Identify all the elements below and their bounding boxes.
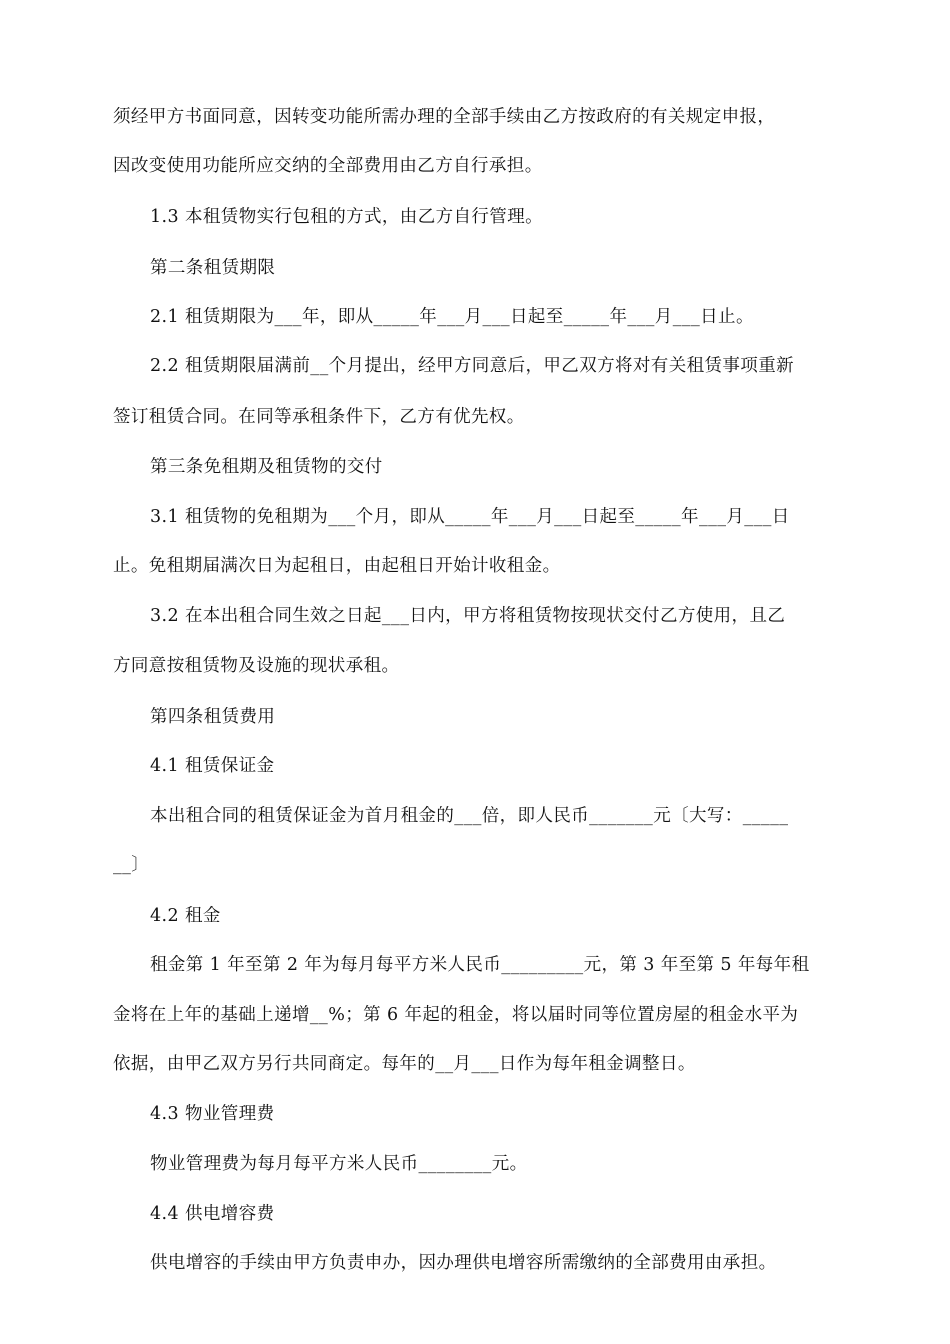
paragraph-line: 金将在上年的基础上递增__%；第 6 年起的租金，将以届时同等位置房屋的租金水平为 <box>113 1005 799 1025</box>
paragraph-line: 本出租合同的租赁保证金为首月租金的___倍，即人民币_______元〔大写：_____ <box>150 806 789 826</box>
paragraph-line: 3.2 在本出租合同生效之日起___日内，甲方将租赁物按现状交付乙方使用，且乙 <box>150 606 786 626</box>
paragraph-line: 2.2 租赁期限届满前__个月提出，经甲方同意后，甲乙双方将对有关租赁事项重新 <box>150 356 794 376</box>
paragraph-line: 1.3 本租赁物实行包租的方式，由乙方自行管理。 <box>150 207 543 227</box>
subsection-heading: 4.4 供电增容费 <box>150 1204 275 1224</box>
paragraph-line: 物业管理费为每月每平方米人民币________元。 <box>150 1154 528 1174</box>
section-heading: 第四条租赁费用 <box>150 707 276 727</box>
paragraph-line: __〕 <box>113 855 150 875</box>
paragraph-line: 签订租赁合同。在同等承租条件下，乙方有优先权。 <box>113 407 525 427</box>
paragraph-line: 供电增容的手续由甲方负责申办，因办理供电增容所需缴纳的全部费用由承担。 <box>150 1253 777 1273</box>
paragraph-line: 3.1 租赁物的免租期为___个月，即从_____年___月___日起至_____年___月___日 <box>150 507 790 527</box>
paragraph-line: 止。免租期届满次日为起租日，由起租日开始计收租金。 <box>113 556 561 576</box>
section-heading: 第三条免租期及租赁物的交付 <box>150 457 383 477</box>
paragraph-line: 租金第 1 年至第 2 年为每月每平方米人民币_________元，第 3 年至第 5 年每年租 <box>150 955 810 975</box>
section-heading: 第二条租赁期限 <box>150 258 276 278</box>
paragraph-line: 因改变使用功能所应交纳的全部费用由乙方自行承担。 <box>113 156 543 176</box>
subsection-heading: 4.1 租赁保证金 <box>150 756 275 776</box>
subsection-heading: 4.2 租金 <box>150 906 221 926</box>
paragraph-line: 须经甲方书面同意，因转变功能所需办理的全部手续由乙方按政府的有关规定申报， <box>113 107 776 127</box>
paragraph-line: 2.1 租赁期限为___年，即从_____年___月___日起至_____年___月___日止。 <box>150 307 754 327</box>
paragraph-line: 方同意按租赁物及设施的现状承租。 <box>113 656 400 676</box>
paragraph-line: 依据，由甲乙双方另行共同商定。每年的__月___日作为每年租金调整日。 <box>113 1054 696 1074</box>
subsection-heading: 4.3 物业管理费 <box>150 1104 275 1124</box>
